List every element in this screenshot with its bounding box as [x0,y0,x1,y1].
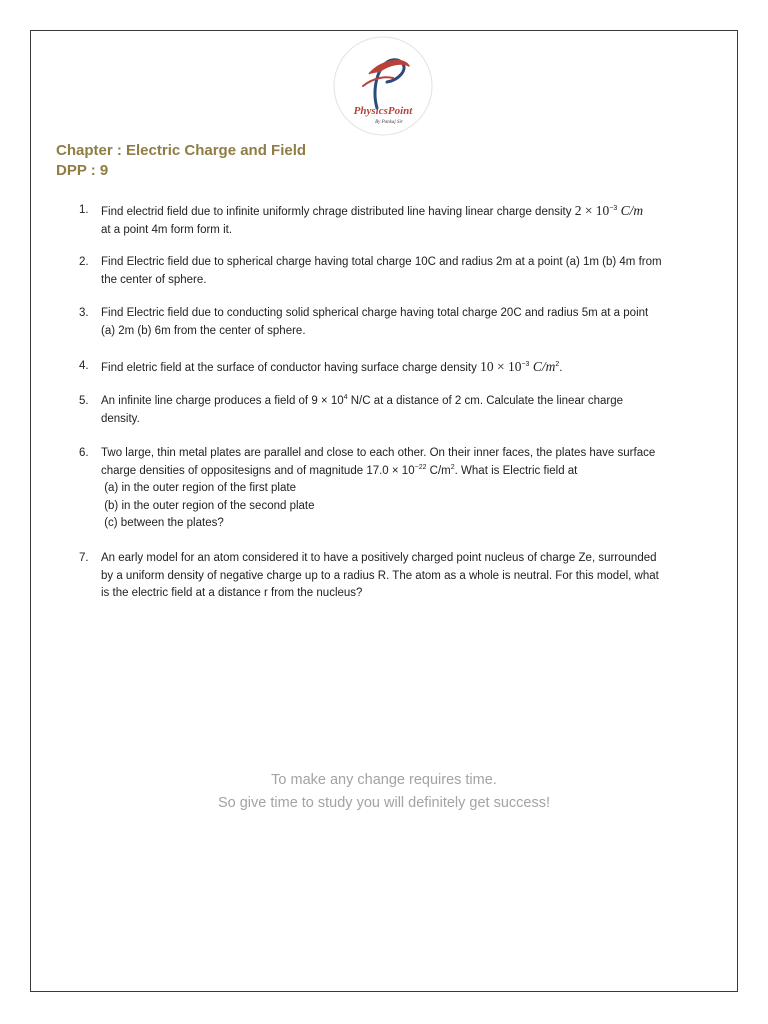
text-run: by a uniform density of negative charge up to a radius R. The atom as a whole is neutral. For this model, what [101,569,659,582]
question-number: 2. [79,256,89,268]
question-line [101,323,725,341]
question-line [101,222,725,240]
question-line [101,358,725,378]
question-line [101,515,725,533]
text-run: density. [101,412,140,425]
text-run: C/m [426,464,451,477]
text-run: is the electric field at a distance r from the nucleus? [101,587,363,599]
question-number: 7. [79,552,89,564]
question-text [101,305,725,340]
text-run: An early model for an atom considered it to have a positively charged point nucleus of charge Ze, surrounded [101,552,657,564]
question-line [101,445,725,463]
question-line [101,463,725,481]
question-number: 5. [79,395,89,407]
text-run: (a) 2m (b) 6m from the center of sphere. [101,324,306,337]
text-run: . What is Electric field at [454,464,578,477]
superscript: 2 [555,361,560,368]
motivational-quote-line-1: To make any change requires time. [271,772,497,788]
logo-brand-text: PhysicsPoint [353,105,413,117]
physics-point-logo [333,36,433,136]
text-run: the center of sphere. [101,273,207,286]
text-run: N/C at a distance of 2 cm. Calculate the linear charge [347,395,624,407]
question-text [101,393,725,428]
text-run: (a) in the outer region of the first plate [101,482,296,494]
question-line [101,305,725,323]
text-run: . [559,362,563,374]
text-run: Find Electric field due to spherical charge having total charge 10C and radius 2m at a point (a) 1m (b) 4m from [101,256,662,268]
question-line [101,550,725,568]
superscript: −3 [521,361,530,368]
question-line [101,585,725,603]
question-text [101,445,725,533]
superscript: −3 [609,205,618,212]
text-run: (b) in the outer region of the second plate [101,499,315,512]
text-run: Two large, thin metal plates are parallel and close to each other. On their inner faces, the plates have surface [101,447,656,459]
question-line [101,568,725,586]
question-line [101,254,725,272]
question-line [101,411,725,429]
question-line [101,498,725,516]
text-run: charge densities of oppositesigns and of magnitude 17.0 × 10 [101,464,415,477]
text-run: Find electrid field due to infinite uniformly chrage distributed line having linear charge density [101,206,575,218]
math-expression: 2 × 10 [574,203,610,218]
text-run: Find Electric field due to conducting solid spherical charge having total charge 20C and radius 5m at a point [101,307,649,319]
text-run: Find eletric field at the surface of conductor having surface charge density [101,362,481,374]
dpp-label: DPP : 9 [56,162,109,179]
superscript: 4 [343,394,348,401]
question-number: 6. [79,447,89,459]
math-expression: 10 × 10 [480,359,522,374]
question-line [101,480,725,498]
math-expression: C/m [617,203,644,218]
question-line [101,272,725,290]
text-run: at a point 4m form form it. [101,223,233,236]
question-text [101,202,725,239]
question-text [101,254,725,289]
question-text [101,358,725,378]
motivational-quote-line-2: So give time to study you will definitely get success! [217,795,551,811]
superscript: −22 [414,463,427,471]
text-run: An infinite line charge produces a field of 9 × 10 [101,395,344,407]
logo-byline: By Pankaj Sir [375,120,403,125]
chapter-title: Chapter : Electric Charge and Field [56,142,307,159]
text-run: (c) between the plates? [101,517,224,529]
superscript: 2 [450,463,455,471]
question-number: 1. [79,204,89,216]
question-line [101,393,725,411]
question-text [101,550,725,603]
question-line [101,202,725,222]
question-number: 3. [79,307,89,319]
question-number: 4. [79,360,89,372]
math-expression: C/m [529,359,556,374]
